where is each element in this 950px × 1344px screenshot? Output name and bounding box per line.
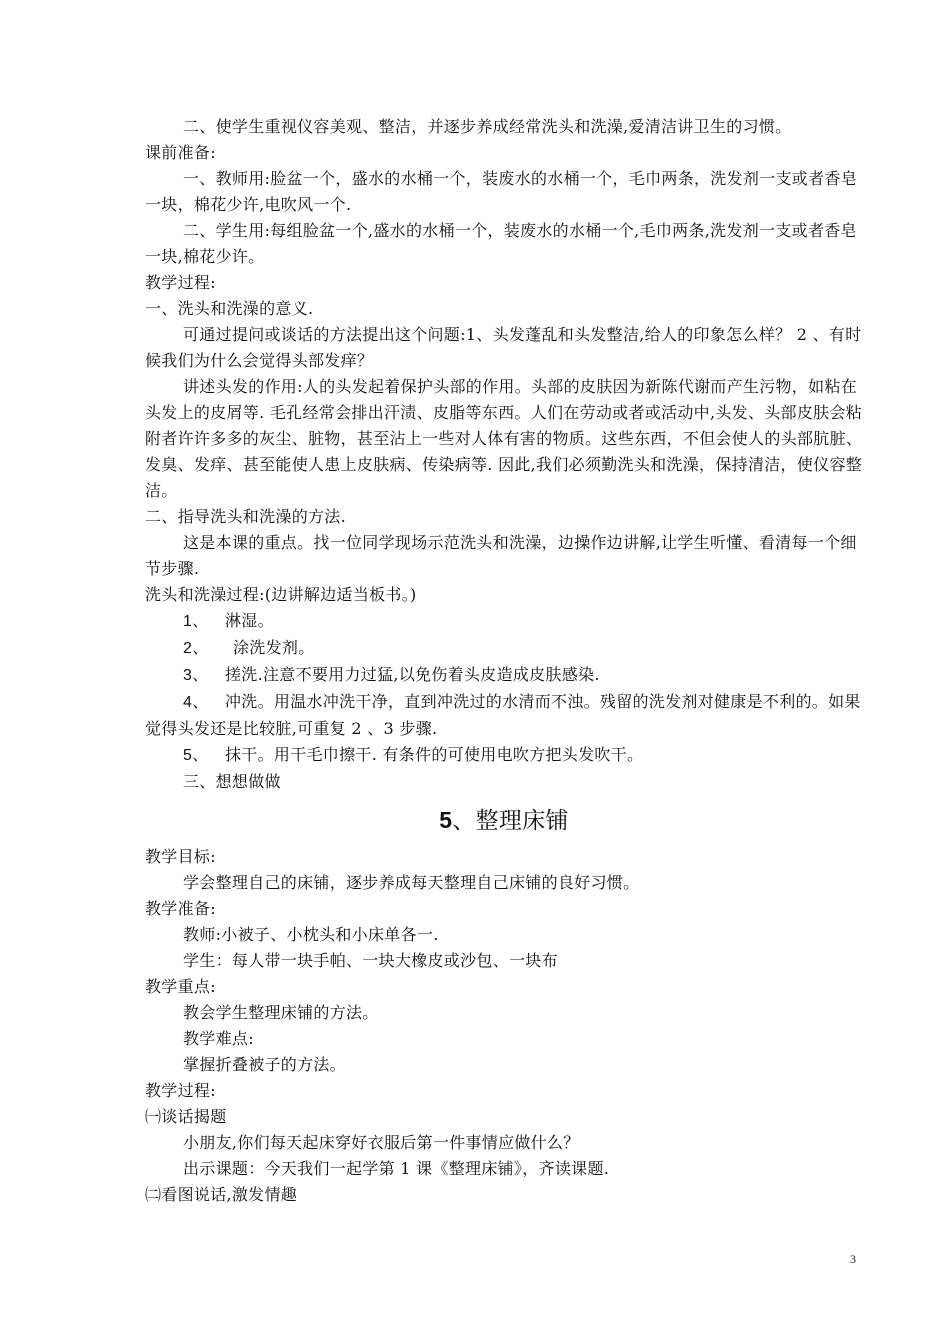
step-item xyxy=(145,662,863,689)
part-3-heading: 三、想想做做 xyxy=(183,772,281,791)
section-title xyxy=(145,805,863,836)
page-number: 3 xyxy=(850,1252,856,1266)
step-number: 3、 xyxy=(183,667,209,684)
goal-2-paragraph: 二、使学生重视仪容美观、整洁，并逐步养成经常洗头和洗澡,爱清洁讲卫生的习惯。 xyxy=(183,117,792,136)
section-title-text: 、整理床铺 xyxy=(452,808,569,834)
goal-heading: 教学目标: xyxy=(145,847,216,866)
step-number: 2、 xyxy=(183,640,209,657)
step-number: 5、 xyxy=(183,747,209,764)
section-title-number: 5 xyxy=(439,807,453,833)
key-point-heading: 教学重点: xyxy=(145,977,216,996)
step-1-heading: ㈠谈话揭题 xyxy=(145,1107,227,1126)
step-item xyxy=(145,608,863,635)
step-item xyxy=(145,635,863,662)
steps-heading: 洗头和洗澡过程:(边讲解边适当板书。) xyxy=(145,585,417,604)
prep-heading-2: 教学准备: xyxy=(145,899,216,918)
step-text: 涂洗发剂。 xyxy=(233,638,315,657)
prep-student-text: 学生：每人带一块手帕、一块大橡皮或沙包、一块布 xyxy=(183,951,558,970)
step-item xyxy=(145,689,863,742)
prep-teacher-text: 教师:小被子、小枕头和小床单各一. xyxy=(183,925,439,944)
part-1-heading: 一、洗头和洗澡的意义. xyxy=(145,299,314,318)
difficulty-heading: 教学难点: xyxy=(183,1029,254,1048)
part-1-paragraph-1: 可通过提问或谈话的方法提出这个问题:1、头发蓬乱和头发整洁,给人的印象怎么样？ 2 、有时候我们为什么会觉得头部发痒？ xyxy=(145,325,862,370)
part-1-paragraph-2: 讲述头发的作用:人的头发起着保护头部的作用。头部的皮肤因为新陈代谢而产生污物，如粘在头发上的皮屑等. 毛孔经常会排出汗渍、皮脂等东西。人们在劳动或者或活动中,头发、头部皮肤会粘附者许许多多的灰尘、脏物，甚至沾上一些对人体有害的物质。这些东西，不但会使人的头部肮脏、发臭、发痒、甚至能使人患上皮肤病、传染病等. 因此,我们必须勤洗头和洗澡，保持清洁，使仪容整洁。 xyxy=(145,377,863,500)
step-item xyxy=(145,742,863,769)
step-1-paragraph-2: 出示课题：今天我们一起学第 1 课《整理床铺》，齐读课题. xyxy=(183,1159,610,1178)
step-text: 搓洗.注意不要用力过猛,以免伤着头皮造成皮肤感染. xyxy=(225,665,600,684)
document-body xyxy=(145,114,863,1208)
step-number: 1、 xyxy=(183,613,209,630)
prep-student-paragraph: 二、学生用:每组脸盆一个,盛水的水桶一个，装废水的水桶一个,毛巾两条,洗发剂一支或者香皂一块,棉花少许。 xyxy=(145,221,857,266)
step-2-heading: ㈡看图说话,激发情趣 xyxy=(145,1185,298,1204)
part-2-heading: 二、指导洗头和洗澡的方法. xyxy=(145,507,346,526)
step-text: 淋湿。 xyxy=(225,611,274,630)
process-heading: 教学过程: xyxy=(145,273,216,292)
step-1-paragraph-1: 小朋友,你们每天起床穿好衣服后第一件事情应做什么？ xyxy=(183,1133,580,1152)
difficulty-text: 掌握折叠被子的方法。 xyxy=(183,1055,347,1074)
process-heading-2: 教学过程: xyxy=(145,1081,216,1100)
part-2-paragraph-1: 这是本课的重点。找一位同学现场示范洗头和洗澡，边操作边讲解,让学生听懂、看清每一个细节步骤. xyxy=(145,533,857,578)
step-text: 抹干。用干毛巾擦干. 有条件的可使用电吹方把头发吹干。 xyxy=(225,745,644,764)
step-text: 冲洗。用温水冲洗干净，直到冲洗过的水清而不浊。残留的洗发剂对健康是不利的。如果觉得头发还是比较脏,可重复 2 、3 步骤. xyxy=(145,692,861,738)
step-number: 4、 xyxy=(183,694,209,711)
prep-teacher-paragraph: 一、教师用:脸盆一个，盛水的水桶一个，装废水的水桶一个，毛巾两条，洗发剂一支或者香皂一块，棉花少许,电吹风一个. xyxy=(145,169,857,214)
goal-text: 学会整理自己的床铺，逐步养成每天整理自己床铺的良好习惯。 xyxy=(183,873,640,892)
key-point-text: 教会学生整理床铺的方法。 xyxy=(183,1003,379,1022)
prep-heading: 课前准备: xyxy=(145,143,216,162)
